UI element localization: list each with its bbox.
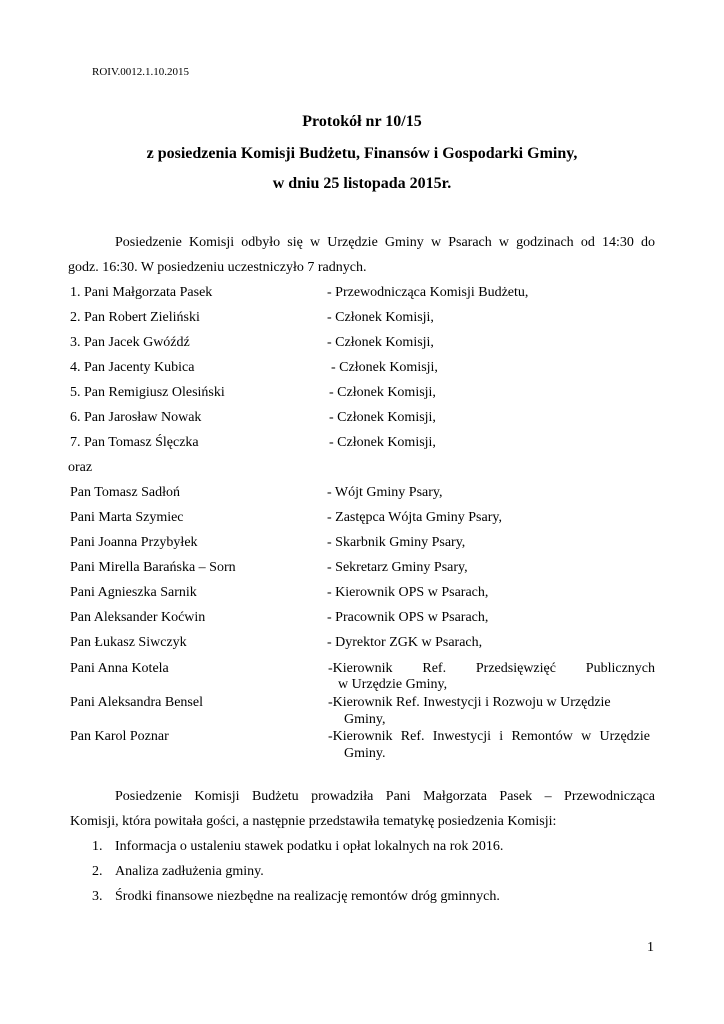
guest-name: Pan Tomasz Sadłoń <box>70 485 180 500</box>
agenda-number: 1. <box>92 839 103 854</box>
guest-role: - Kierownik OPS w Psarach, <box>327 585 489 600</box>
member-role: - Członek Komisji, <box>331 360 438 375</box>
guest-name: Pani Joanna Przybyłek <box>70 535 198 550</box>
guest-name: Pani Agnieszka Sarnik <box>70 585 197 600</box>
member-role: - Członek Komisji, <box>329 435 436 450</box>
member-role: - Członek Komisji, <box>327 335 434 350</box>
guest-name: Pan Aleksander Koćwin <box>70 610 206 625</box>
guest-role-continued: w Urzędzie Gminy, <box>338 677 448 692</box>
guest-role-continued: Gminy. <box>344 746 386 761</box>
guest-role: - Skarbnik Gminy Psary, <box>327 535 466 550</box>
member-name: 3. Pan Jacek Gwóźdź <box>70 335 190 350</box>
member-name: 1. Pani Małgorzata Pasek <box>70 285 213 300</box>
guest-name: Pani Aleksandra Bensel <box>70 695 203 710</box>
intro-line-2: godz. 16:30. W posiedzeniu uczestniczyło 7 radnych. <box>68 260 367 275</box>
agenda-item: Informacja o ustaleniu stawek podatku i opłat lokalnych na rok 2016. <box>115 839 504 854</box>
guest-name: Pani Anna Kotela <box>70 661 169 676</box>
guest-role: -Kierownik Ref. Inwestycji i Remontów w Urzędzie <box>328 729 650 744</box>
guest-role: - Wójt Gminy Psary, <box>327 485 443 500</box>
page-number: 1 <box>647 940 654 955</box>
guest-name: Pan Karol Poznar <box>70 729 169 744</box>
guest-role: -Kierownik Ref. Inwestycji i Rozwoju w Urzędzie <box>328 695 611 710</box>
para2-line-2: Komisji, która powitała gości, a następnie przedstawiła tematykę posiedzenia Komisji: <box>70 814 557 829</box>
member-name: 5. Pan Remigiusz Olesiński <box>70 385 225 400</box>
guest-role: -Kierownik Ref. Przedsięwzięć Publicznych <box>328 661 655 676</box>
member-name: 6. Pan Jarosław Nowak <box>70 410 202 425</box>
guest-role: - Zastępca Wójta Gminy Psary, <box>327 510 502 525</box>
member-role: - Członek Komisji, <box>327 310 434 325</box>
para2-line-1: Posiedzenie Komisji Budżetu prowadziła Pani Małgorzata Pasek – Przewodnicząca <box>115 789 655 804</box>
agenda-number: 2. <box>92 864 103 879</box>
member-name: 4. Pan Jacenty Kubica <box>70 360 195 375</box>
guest-name: Pan Łukasz Siwczyk <box>70 635 187 650</box>
agenda-item: Analiza zadłużenia gminy. <box>115 864 264 879</box>
oraz-label: oraz <box>68 460 93 475</box>
guest-name: Pani Mirella Barańska – Sorn <box>70 560 236 575</box>
document-title: Protokół nr 10/15 <box>302 113 422 130</box>
document-reference: ROIV.0012.1.10.2015 <box>92 66 189 78</box>
member-role: - Członek Komisji, <box>329 385 436 400</box>
intro-line-1: Posiedzenie Komisji odbyło się w Urzędzie Gminy w Psarach w godzinach od 14:30 do <box>115 235 655 250</box>
agenda-item: Środki finansowe niezbędne na realizację remontów dróg gminnych. <box>115 889 500 904</box>
guest-role-continued: Gminy, <box>344 712 386 727</box>
guest-name: Pani Marta Szymiec <box>70 510 184 525</box>
member-name: 7. Pan Tomasz Ślęczka <box>70 435 199 450</box>
document-subtitle: z posiedzenia Komisji Budżetu, Finansów i Gospodarki Gminy, <box>146 145 578 162</box>
member-role: - Przewodnicząca Komisji Budżetu, <box>327 285 529 300</box>
guest-role: - Dyrektor ZGK w Psarach, <box>327 635 483 650</box>
member-role: - Członek Komisji, <box>329 410 436 425</box>
document-date-line: w dniu 25 listopada 2015r. <box>272 175 452 192</box>
guest-role: - Sekretarz Gminy Psary, <box>327 560 468 575</box>
guest-role: - Pracownik OPS w Psarach, <box>327 610 489 625</box>
member-name: 2. Pan Robert Zieliński <box>70 310 200 325</box>
agenda-number: 3. <box>92 889 103 904</box>
